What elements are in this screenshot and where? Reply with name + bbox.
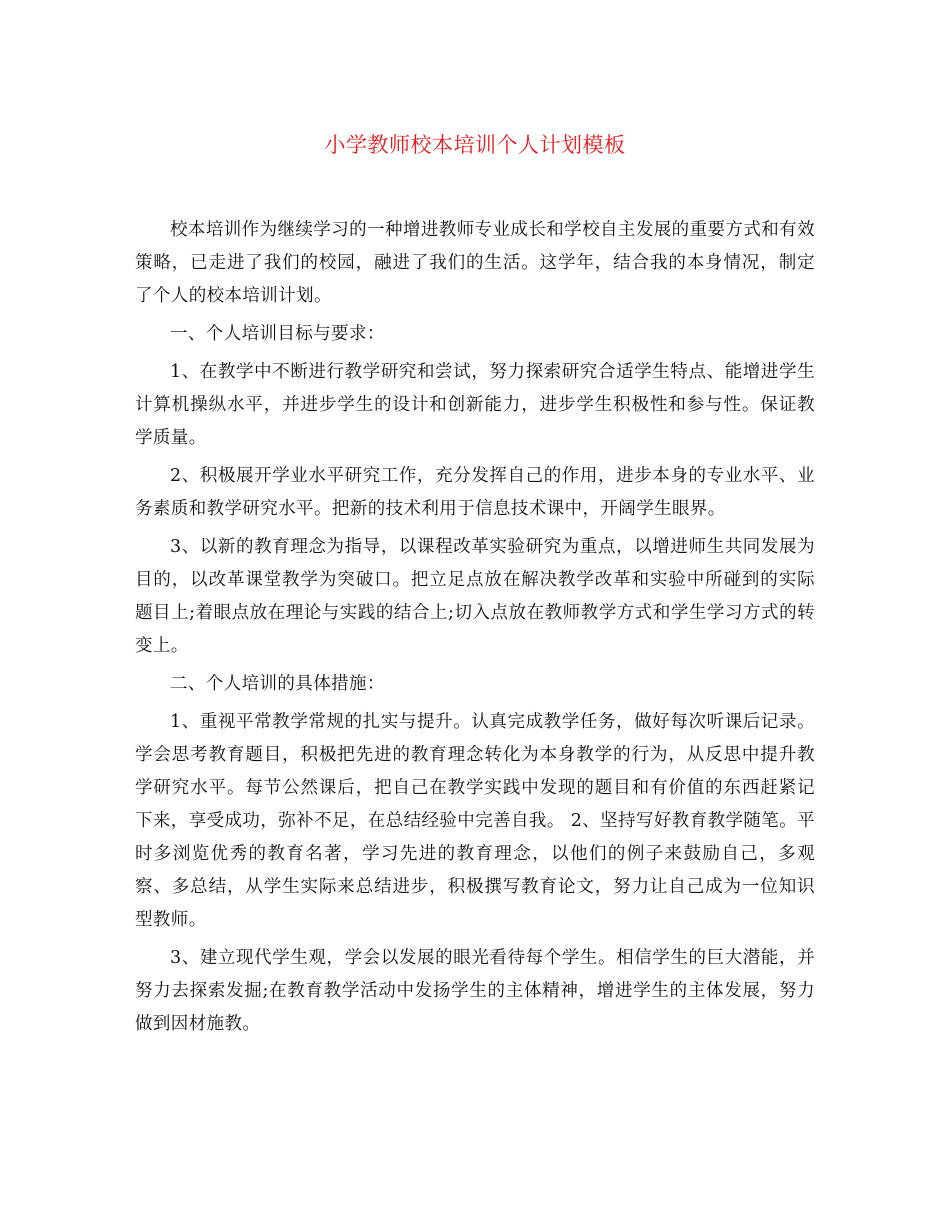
document-body (135, 214, 815, 1046)
paragraph-measure-1-2: 1、重视平常教学常规的扎实与提升。认真完成教学任务，做好每次听课后记录。学会思考教育题目，积极把先进的教育理念转化为本身教学的行为，从反思中提升教学研究水平。每节公然课后，把自己在教学实践中发现的题目和有价值的东西赶紧记下来，享受成功，弥补不足，在总结经验中完善自我。 2、坚持写好教育教学随笔。平时多浏览优秀的教育名著，学习先进的教育理念，以他们的例子来鼓励自己，多观察、多总结，从学生实际来总结进步，积极撰写教育论文，努力让自己成为一位知识型教师。 (135, 712, 815, 930)
paragraph-goal-2: 2、积极展开学业水平研究工作，充分发挥自己的作用，进步本身的专业水平、业务素质和教学研究水平。把新的技术利用于信息技术课中，开阔学生眼界。 (135, 466, 815, 519)
paragraph-measure-3: 3、建立现代学生观，学会以发展的眼光看待每个学生。相信学生的巨大潜能，并努力去探索发掘;在教育教学活动中发扬学生的主体精神，增进学生的主体发展，努力做到因材施教。 (135, 948, 815, 1034)
paragraph-goal-1: 1、在教学中不断进行教学研究和尝试，努力探索研究合适学生特点、能增进学生计算机操纵水平，并进步学生的设计和创新能力，进步学生积极性和参与性。保证教学质量。 (135, 362, 815, 448)
paragraph-intro: 校本培训作为继续学习的一种增进教师专业成长和学校自主发展的重要方式和有效策略，已走进了我们的校园，融进了我们的生活。这学年，结合我的本身情况，制定了个人的校本培训计划。 (135, 220, 815, 306)
paragraph-goal-3: 3、以新的教育理念为指导，以课程改革实验研究为重点，以增进师生共同发展为目的，以改革课堂教学为突破口。把立足点放在解决教学改革和实验中所碰到的实际题目上;着眼点放在理论与实践的结合上;切入点放在教师教学方式和学生学习方式的转变上。 (135, 537, 815, 656)
section-heading-goals: 一、个人培训目标与要求： (170, 324, 385, 344)
document-title: 小学教师校本培训个人计划模板 (324, 133, 626, 157)
section-heading-measures: 二、个人培训的具体措施： (170, 674, 385, 694)
